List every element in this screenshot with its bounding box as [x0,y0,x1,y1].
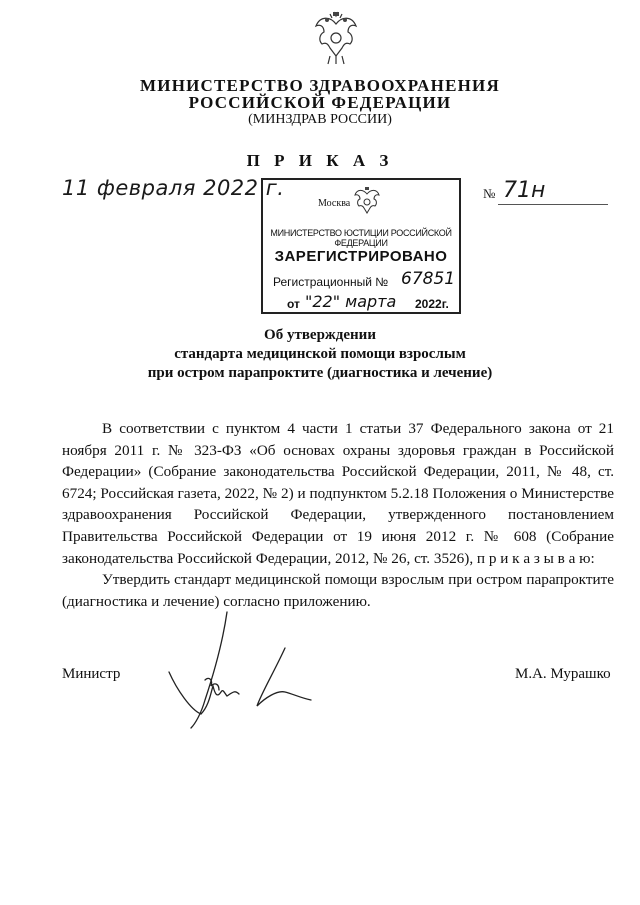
document-title-line2: стандарта медицинской помощи взрослым [174,346,466,362]
stamp-eagle-icon [353,186,381,218]
stamp-reg-number: 67851 [401,269,456,289]
signatory-position: Министр [62,666,121,682]
country-name: РОССИЙСКОЙ ФЕДЕРАЦИИ [188,93,452,112]
document-title-line1: Об утверждении [264,327,376,343]
order-date-handwritten: 11 февраля 2022 г. [62,176,285,200]
double-headed-eagle-icon [312,10,360,66]
order-number-underline [498,204,608,205]
stamp-from-label: от [287,297,300,311]
ministry-name: МИНИСТЕРСТВО ЗДРАВООХРАНЕНИЯ [140,76,500,95]
stamp-reg-year: 2022г. [415,297,449,311]
stamp-department: МИНИСТЕРСТВО ЮСТИЦИИ РОССИЙСКОЙ ФЕДЕРАЦИИ [270,228,452,248]
signatory-name: М.А. Мурашко [515,666,611,682]
stamp-registered: ЗАРЕГИСТРИРОВАНО [274,248,448,265]
ministry-abbreviation: (МИНЗДРАВ РОССИИ) [248,112,392,127]
order-number-handwritten: 71н [503,178,546,203]
document-title-line3: при остром парапроктите (диагностика и лечение) [147,365,493,381]
stamp-reg-date: "22" марта [305,292,397,311]
stamp-city: Москва [318,198,351,209]
order-number-label: № [483,186,496,201]
body-paragraph: В соответствии с пунктом 4 части 1 статьи 37 Федерального закона от 21 ноября 2011 г. № 323-ФЗ «Об основах охраны здоровья граждан в Российской Федерации» (Собрание законодательства Российской Федерации, 2011, № 48, ст. 6724; Российская газета, 2022, № 2) и подпунктом 5.2.18 Положения о Министерстве здравоохранения Российской Федерации, утвержденного постановлением Правительства Российской Федерации от 19 июня 2012 г. № 608 (Собрание законодательства Российской Федерации, 2012, № 26, ст. 3526), п р и к а з ы в а ю: [62,420,614,567]
body-paragraph: Утвердить стандарт медицинской помощи взрослым при остром парапроктите (диагностика и лечение) согласно приложению. [62,571,614,610]
order-title: П Р И К А З [246,151,394,170]
document-body [62,418,614,612]
registration-stamp [261,178,461,314]
handwritten-signature [165,610,325,730]
stamp-reg-label: Регистрационный № [273,275,389,289]
